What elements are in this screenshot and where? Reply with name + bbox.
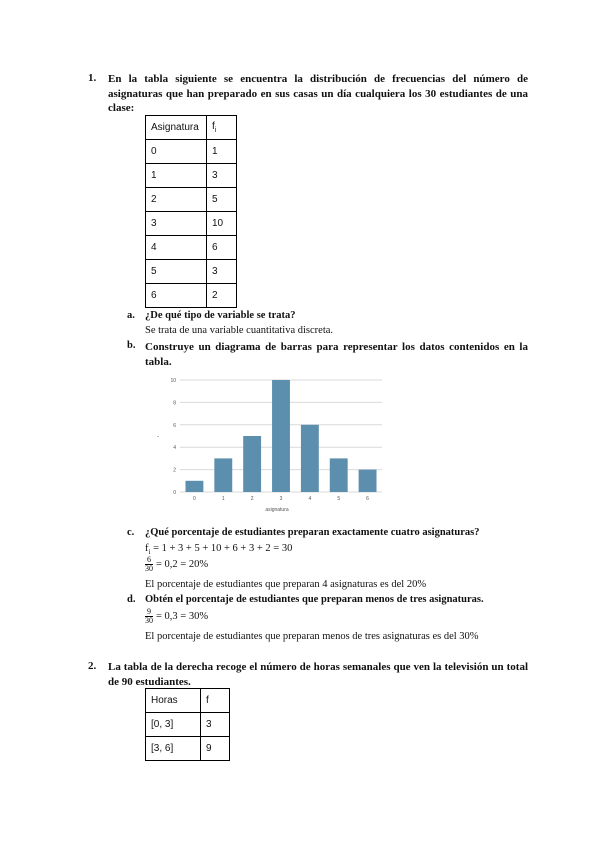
bar-5 <box>330 458 348 492</box>
item-a-question: ¿De qué tipo de variable se trata? <box>145 310 296 321</box>
y-tick-label: 0 <box>173 490 176 496</box>
table-header-cell: f <box>201 689 230 713</box>
bar-chart <box>150 372 390 520</box>
item-a-letter: a. <box>127 310 135 321</box>
table-cell: [0, 3] <box>146 713 201 737</box>
bar-6 <box>359 470 377 492</box>
table-header-row <box>146 689 230 713</box>
fi-symbol: f <box>145 543 149 554</box>
bar-4 <box>301 425 319 492</box>
item-d-line2: El porcentaje de estudiantes que preparan menos de tres asignaturas es del 30% <box>145 631 479 642</box>
item-c-letter: c. <box>127 527 135 538</box>
fi-subscript: i <box>148 548 151 557</box>
item-c-question: ¿Qué porcentaje de estudiantes preparan exactamente cuatro asignaturas? <box>145 527 480 538</box>
fraction <box>145 556 153 573</box>
fraction-numerator: 9 <box>147 607 151 616</box>
item-d-letter: d. <box>127 594 136 605</box>
x-tick-label: 1 <box>221 496 225 502</box>
table-header-row <box>146 116 237 140</box>
table-cell: 10 <box>207 212 237 236</box>
table-cell: 5 <box>146 260 207 284</box>
table-cell: 0 <box>146 140 207 164</box>
fraction-denominator: 30 <box>145 564 153 573</box>
table-cell: 6 <box>146 284 207 308</box>
item-a-answer: Se trata de una variable cuantitativa discreta. <box>145 325 334 336</box>
table-cell: 3 <box>207 164 237 188</box>
item-b-letter: b. <box>127 340 136 351</box>
table-row <box>146 713 230 737</box>
x-tick-label: 2 <box>250 496 254 502</box>
table-header-cell: Horas <box>146 689 201 713</box>
subscript: i <box>214 127 217 134</box>
x-tick-label: 6 <box>366 496 369 502</box>
fraction-result: = 0,2 = 20% <box>156 558 209 570</box>
item-c-line3: El porcentaje de estudiantes que preparan 4 asignaturas es del 20% <box>145 579 427 590</box>
table-row <box>146 260 237 284</box>
y-tick-label: 10 <box>170 378 176 384</box>
bar-0 <box>185 481 203 492</box>
table-cell: 9 <box>201 737 230 761</box>
table-cell: 6 <box>207 236 237 260</box>
x-tick-label: 0 <box>193 496 196 502</box>
fraction-numerator: 6 <box>147 555 151 564</box>
table-row <box>146 212 237 236</box>
table-cell: 5 <box>207 188 237 212</box>
table-row <box>146 236 237 260</box>
table-row <box>146 284 237 308</box>
bar-1 <box>214 458 232 492</box>
table-cell: 1 <box>207 140 237 164</box>
table-cell: 3 <box>146 212 207 236</box>
table-header-cell: Asignatura <box>146 116 207 140</box>
table-cell: [3, 6] <box>146 737 201 761</box>
bar-3 <box>272 380 290 492</box>
x-tick-label: 5 <box>337 496 341 502</box>
x-tick-label: 4 <box>308 496 312 502</box>
table-row <box>146 140 237 164</box>
table-header-cell: $f_i$ <box>207 116 237 140</box>
table-cell: 1 <box>146 164 207 188</box>
bar-2 <box>243 436 261 492</box>
sum-expression: = 1 + 3 + 5 + 10 + 6 + 3 + 2 = 30 <box>153 543 293 554</box>
question-1-text: En la tabla siguiente se encuentra la distribución de frecuencias del número de asignaturas que han preparado en sus casas un día cualquiera los 30 estudiantes de una clase: <box>108 73 528 114</box>
item-b-question: Construye un diagrama de barras para representar los datos contenidos en la tabla. <box>145 341 528 368</box>
y-tick-label: 8 <box>173 400 176 407</box>
table-row <box>146 188 237 212</box>
fraction-result: = 0,3 = 30% <box>156 610 209 622</box>
y-tick-label: 4 <box>173 445 176 452</box>
item-d-line1 <box>145 608 208 625</box>
fraction-denominator: 30 <box>145 616 153 625</box>
table-cell: 4 <box>146 236 207 260</box>
table-row <box>146 737 230 761</box>
x-axis-label: asignatura <box>265 507 289 513</box>
question-2-number: 2. <box>88 660 97 672</box>
table-cell: 2 <box>207 284 237 308</box>
table-cell: 2 <box>146 188 207 212</box>
question-2-text: La tabla de la derecha recoge el número de horas semanales que ven la televisión un total de 90 estudiantes. <box>108 661 528 688</box>
y-tick-label: 2 <box>173 467 176 474</box>
fraction <box>145 608 153 625</box>
y-tick-label: 6 <box>173 422 176 429</box>
item-c-line2 <box>145 556 208 573</box>
item-d-question: Obtén el porcentaje de estudiantes que preparan menos de tres asignaturas. <box>145 594 484 605</box>
frequency-table-2 <box>145 688 230 761</box>
frequency-table-1 <box>145 115 237 308</box>
table-cell: 3 <box>207 260 237 284</box>
x-tick-label: 3 <box>279 496 283 502</box>
question-1-number: 1. <box>88 72 97 84</box>
y-axis-label: - <box>157 434 159 440</box>
table-cell: 3 <box>201 713 230 737</box>
table-row <box>146 164 237 188</box>
